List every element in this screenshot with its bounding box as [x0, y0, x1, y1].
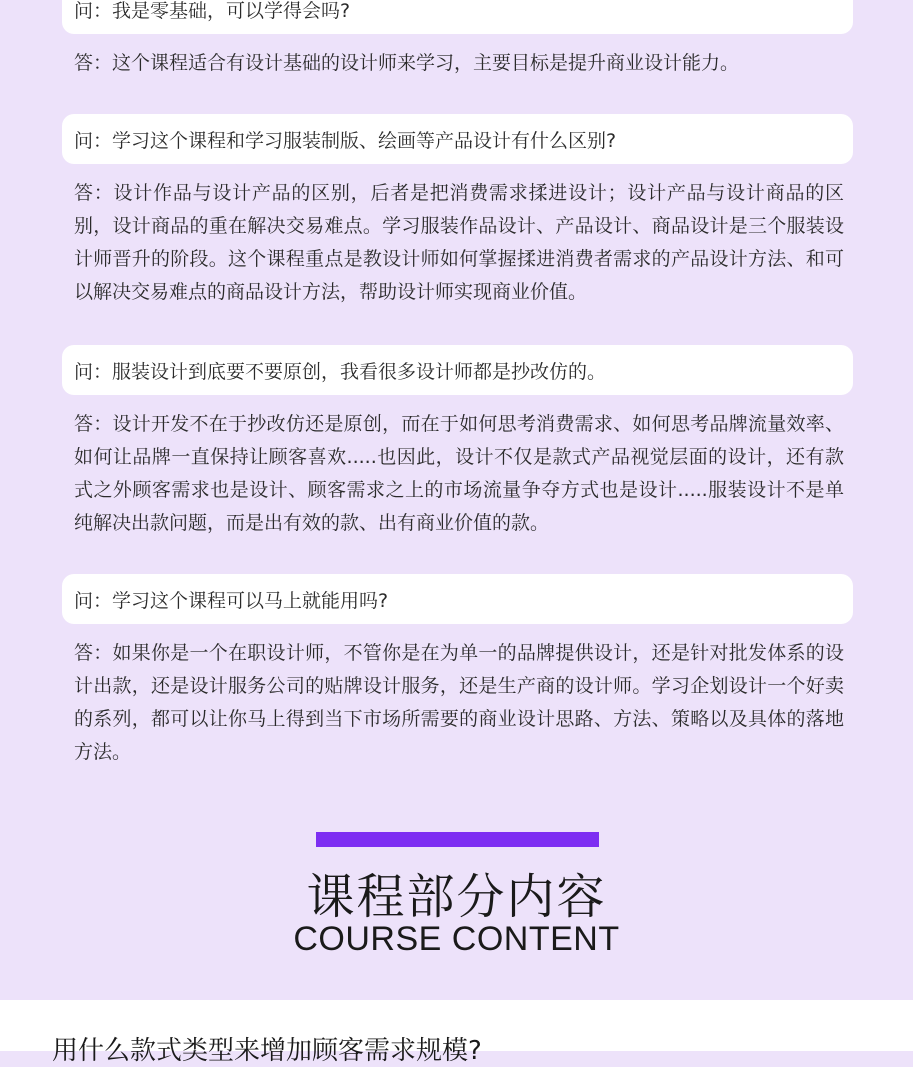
faq-answer-3: 答：设计开发不在于抄改仿还是原创，而在于如何思考消费需求、如何思考品牌流量效率、如何让品牌一直保持让顾客喜欢.....也因此，设计不仅是款式产品视觉层面的设计，还有款式之外顾客需求也是设计、顾客需求之上的市场流量争夺方式也是设计.....服装设计不是单纯解决出款问题，而是出有效的款、出有商业价值的款。: [74, 413, 844, 534]
faq-answer-2: 答：设计作品与设计产品的区别，后者是把消费需求揉进设计；设计产品与设计商品的区别，设计商品的重在解决交易难点。学习服装作品设计、产品设计、商品设计是三个服装设计师晋升的阶段。这个课程重点是教设计师如何掌握揉进消费者需求的产品设计方法、和可以解决交易难点的商品设计方法，帮助设计师实现商业价值。: [74, 182, 844, 303]
accent-bar: [316, 832, 599, 847]
faq-question-1: [62, 0, 853, 34]
faq-answer-4: 答：如果你是一个在职设计师，不管你是在为单一的品牌提供设计，还是针对批发体系的设计出款，还是设计服务公司的贴牌设计服务，还是生产商的设计师。学习企划设计一个好卖的系列，都可以让你马上得到当下市场所需要的商业设计思路、方法、策略以及具体的落地方法。: [74, 642, 844, 763]
faq-question-text: 问：我是零基础，可以学得会吗?: [74, 0, 351, 22]
faq-question-text: 问：服装设计到底要不要原创，我看很多设计师都是抄改仿的。: [74, 360, 607, 383]
content-heading: 用什么款式类型来增加顾客需求规模?: [52, 1036, 482, 1066]
faq-question-text: 问：学习这个课程可以马上就能用吗?: [74, 589, 389, 612]
faq-question-2: [62, 114, 853, 164]
faq-question-3: [62, 345, 853, 395]
course-content-header: [0, 820, 913, 970]
section-subtitle: COURSE CONTENT: [293, 920, 620, 958]
content-section: [0, 1000, 913, 1066]
faq-question-4: [62, 574, 853, 624]
faq-question-text: 问：学习这个课程和学习服装制版、绘画等产品设计有什么区别?: [74, 129, 617, 152]
section-title: 课程部分内容: [306, 869, 607, 925]
faq-answer-1: 答：这个课程适合有设计基础的设计师来学习，主要目标是提升商业设计能力。: [74, 52, 740, 74]
